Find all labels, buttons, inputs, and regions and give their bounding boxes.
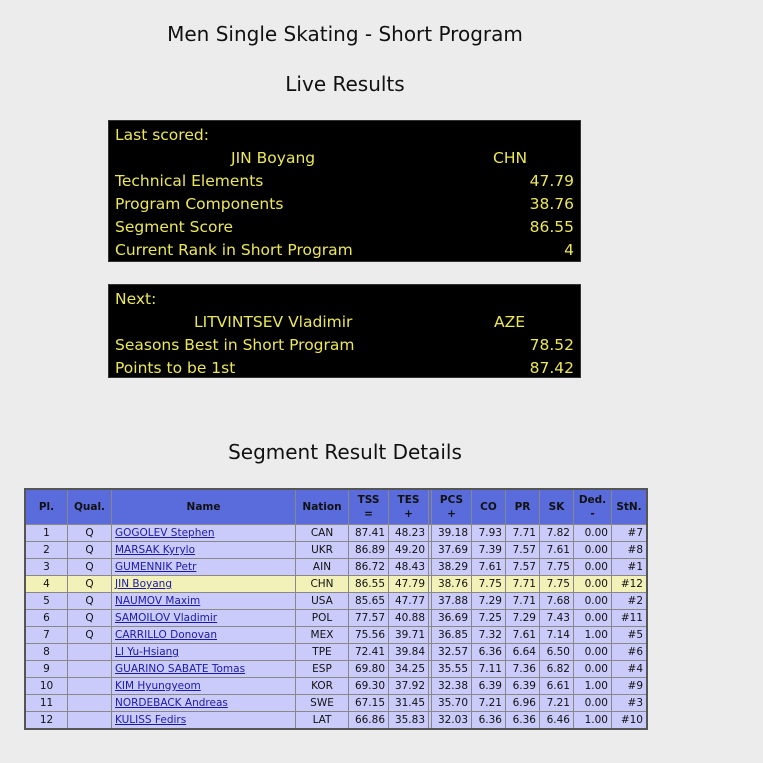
qual-cell [68,661,112,678]
table-row [25,712,647,730]
nation-cell: KOR [296,678,349,695]
col-header-tss: TSS = [349,489,389,525]
pcs-cell: 32.03 [432,712,472,730]
co-cell: 7.11 [472,661,506,678]
name-cell [112,695,296,712]
name-cell [112,627,296,644]
col-header-sk: SK [540,489,574,525]
skater-name-link[interactable]: KULISS Fedirs [115,714,187,726]
tes-cell: 49.20 [389,542,429,559]
qual-cell: Q [68,559,112,576]
pcs-cell: 35.55 [432,661,472,678]
page-title: Men Single Skating - Short Program [167,22,523,46]
pr-cell: 6.64 [506,644,540,661]
pcs-cell: 32.38 [432,678,472,695]
qual-cell: Q [68,610,112,627]
stn-cell: #12 [612,576,648,593]
nation-cell: CAN [296,525,349,542]
last-scored-name: JIN Boyang [231,149,316,167]
qual-cell [68,644,112,661]
ded-cell: 0.00 [574,644,612,661]
ded-cell: 0.00 [574,542,612,559]
col-header-nation: Nation [296,489,349,525]
stn-cell: #11 [612,610,648,627]
seasons-best-label: Seasons Best in Short Program [115,336,355,354]
col-header-tes: TES + [389,489,429,525]
tes-cell: 40.88 [389,610,429,627]
qual-cell: Q [68,627,112,644]
tes-cell: 37.92 [389,678,429,695]
tes-value: 47.79 [529,172,574,190]
stn-cell: #1 [612,559,648,576]
table-header-row [25,489,647,525]
name-cell [112,610,296,627]
tes-cell: 39.84 [389,644,429,661]
last-scored-segment-row [115,216,574,239]
tss-cell: 86.55 [349,576,389,593]
stn-cell: #2 [612,593,648,610]
next-points-row [115,357,574,380]
sk-cell: 6.82 [540,661,574,678]
qual-cell [68,678,112,695]
results-table [24,488,648,730]
skater-name-link[interactable]: GOGOLEV Stephen [115,527,215,539]
next-label: Next: [115,290,157,308]
ded-cell: 0.00 [574,525,612,542]
last-scored-board [108,120,581,262]
pcs-cell: 38.76 [432,576,472,593]
table-row [25,695,647,712]
co-cell: 6.36 [472,712,506,730]
stn-cell: #10 [612,712,648,730]
name-cell [112,644,296,661]
stn-cell: #4 [612,661,648,678]
segment-results-title: Segment Result Details [228,440,462,464]
table-row [25,644,647,661]
co-cell: 6.39 [472,678,506,695]
place-cell: 11 [25,695,68,712]
last-scored-tes-row [115,170,574,193]
tss-cell: 77.57 [349,610,389,627]
sk-cell: 7.14 [540,627,574,644]
tes-cell: 48.23 [389,525,429,542]
co-cell: 7.75 [472,576,506,593]
col-header-qual: Qual. [68,489,112,525]
co-cell: 7.21 [472,695,506,712]
tss-cell: 75.56 [349,627,389,644]
name-cell [112,576,296,593]
place-cell: 9 [25,661,68,678]
nation-cell: UKR [296,542,349,559]
sk-cell: 6.61 [540,678,574,695]
pr-cell: 7.71 [506,576,540,593]
co-cell: 7.39 [472,542,506,559]
col-header-stn: StN. [612,489,648,525]
sk-cell: 7.68 [540,593,574,610]
current-rank-value: 4 [564,241,574,259]
sk-cell: 7.61 [540,542,574,559]
pcs-cell: 38.29 [432,559,472,576]
tss-cell: 67.15 [349,695,389,712]
name-cell [112,678,296,695]
tes-cell: 47.77 [389,593,429,610]
skater-name-link[interactable]: GUMENNIK Petr [115,561,197,573]
place-cell: 2 [25,542,68,559]
skater-name-link[interactable]: KIM Hyungyeom [115,680,201,692]
ded-cell: 0.00 [574,593,612,610]
name-cell [112,593,296,610]
tes-cell: 35.83 [389,712,429,730]
nation-cell: CHN [296,576,349,593]
name-cell [112,559,296,576]
segment-score-value: 86.55 [529,218,574,236]
ded-cell: 0.00 [574,559,612,576]
tss-cell: 72.41 [349,644,389,661]
pr-cell: 7.36 [506,661,540,678]
tes-cell: 47.79 [389,576,429,593]
place-cell: 8 [25,644,68,661]
place-cell: 7 [25,627,68,644]
next-name: LITVINTSEV Vladimir [194,313,353,331]
tes-cell: 31.45 [389,695,429,712]
nation-cell: MEX [296,627,349,644]
table-row [25,678,647,695]
skater-name-link[interactable]: NORDEBACK Andreas [115,697,228,709]
ded-cell: 0.00 [574,695,612,712]
nation-cell: AIN [296,559,349,576]
place-cell: 1 [25,525,68,542]
skater-name-link[interactable]: SAMOILOV Vladimir [115,612,218,624]
table-row [25,542,647,559]
live-results-title: Live Results [285,72,405,96]
skater-name-link[interactable]: LI Yu-Hsiang [115,646,179,658]
place-cell: 3 [25,559,68,576]
place-cell: 12 [25,712,68,730]
sk-cell: 7.82 [540,525,574,542]
pcs-cell: 35.70 [432,695,472,712]
pcs-cell: 37.88 [432,593,472,610]
tss-cell: 87.41 [349,525,389,542]
table-row [25,576,647,593]
nation-cell: LAT [296,712,349,730]
qual-cell: Q [68,525,112,542]
next-skater [115,311,574,334]
last-scored-label: Last scored: [115,126,209,144]
pr-cell: 7.71 [506,593,540,610]
sk-cell: 7.75 [540,576,574,593]
qual-cell [68,695,112,712]
current-rank-label: Current Rank in Short Program [115,241,353,259]
place-cell: 6 [25,610,68,627]
skater-name-link[interactable]: GUARINO SABATE Tomas [115,663,246,675]
col-header-place: Pl. [25,489,68,525]
ded-cell: 0.00 [574,661,612,678]
sk-cell: 7.21 [540,695,574,712]
last-scored-header [115,124,574,147]
nation-cell: USA [296,593,349,610]
ded-cell: 1.00 [574,678,612,695]
ded-cell: 1.00 [574,712,612,730]
tes-cell: 39.71 [389,627,429,644]
name-cell [112,661,296,678]
tss-cell: 69.30 [349,678,389,695]
skater-name-link[interactable]: NAUMOV Maxim [115,595,201,607]
pr-cell: 7.57 [506,542,540,559]
last-scored-rank-row [115,239,574,262]
stn-cell: #9 [612,678,648,695]
pcs-value: 38.76 [529,195,574,213]
last-scored-skater [115,147,574,170]
next-header [115,288,574,311]
pr-cell: 6.36 [506,712,540,730]
stn-cell: #3 [612,695,648,712]
nation-cell: SWE [296,695,349,712]
ded-cell: 0.00 [574,610,612,627]
co-cell: 7.61 [472,559,506,576]
table-row [25,610,647,627]
tss-cell: 69.80 [349,661,389,678]
co-cell: 7.29 [472,593,506,610]
qual-cell: Q [68,542,112,559]
col-header-pr: PR [506,489,540,525]
tss-cell: 86.89 [349,542,389,559]
tss-cell: 86.72 [349,559,389,576]
co-cell: 7.25 [472,610,506,627]
col-header-co: CO [472,489,506,525]
pcs-cell: 37.69 [432,542,472,559]
stn-cell: #5 [612,627,648,644]
col-header-ded: Ded. - [574,489,612,525]
pr-cell: 6.96 [506,695,540,712]
table-row [25,593,647,610]
pcs-cell: 36.85 [432,627,472,644]
qual-cell: Q [68,576,112,593]
qual-cell [68,712,112,730]
place-cell: 10 [25,678,68,695]
sk-cell: 7.75 [540,559,574,576]
co-cell: 6.36 [472,644,506,661]
tes-cell: 48.43 [389,559,429,576]
pcs-cell: 32.57 [432,644,472,661]
pr-cell: 7.61 [506,627,540,644]
col-header-pcs: PCS + [432,489,472,525]
co-cell: 7.93 [472,525,506,542]
name-cell [112,712,296,730]
col-header-name: Name [112,489,296,525]
pr-cell: 7.57 [506,559,540,576]
name-cell [112,525,296,542]
pcs-cell: 39.18 [432,525,472,542]
points-to-first-label: Points to be 1st [115,359,236,377]
pr-cell: 7.29 [506,610,540,627]
stn-cell: #6 [612,644,648,661]
seasons-best-value: 78.52 [529,336,574,354]
ded-cell: 0.00 [574,576,612,593]
sk-cell: 7.43 [540,610,574,627]
pr-cell: 6.39 [506,678,540,695]
skater-name-link[interactable]: MARSAK Kyrylo [115,544,196,556]
last-scored-nation: CHN [493,149,528,167]
stn-cell: #8 [612,542,648,559]
next-seasons-best-row [115,334,574,357]
table-row [25,661,647,678]
nation-cell: TPE [296,644,349,661]
sk-cell: 6.46 [540,712,574,730]
qual-cell: Q [68,593,112,610]
nation-cell: POL [296,610,349,627]
skater-name-link[interactable]: JIN Boyang [115,578,172,590]
place-cell: 4 [25,576,68,593]
sk-cell: 6.50 [540,644,574,661]
next-skater-board [108,284,581,378]
tes-label: Technical Elements [115,172,264,190]
pcs-cell: 36.69 [432,610,472,627]
pr-cell: 7.71 [506,525,540,542]
table-row [25,559,647,576]
nation-cell: ESP [296,661,349,678]
skater-name-link[interactable]: CARRILLO Donovan [115,629,218,641]
last-scored-pcs-row [115,193,574,216]
points-to-first-value: 87.42 [529,359,574,377]
pcs-label: Program Components [115,195,284,213]
next-nation: AZE [494,313,526,331]
segment-score-label: Segment Score [115,218,234,236]
co-cell: 7.32 [472,627,506,644]
name-cell [112,542,296,559]
tes-cell: 34.25 [389,661,429,678]
table-row [25,627,647,644]
tss-cell: 66.86 [349,712,389,730]
tss-cell: 85.65 [349,593,389,610]
place-cell: 5 [25,593,68,610]
table-row [25,525,647,542]
ded-cell: 1.00 [574,627,612,644]
stn-cell: #7 [612,525,648,542]
